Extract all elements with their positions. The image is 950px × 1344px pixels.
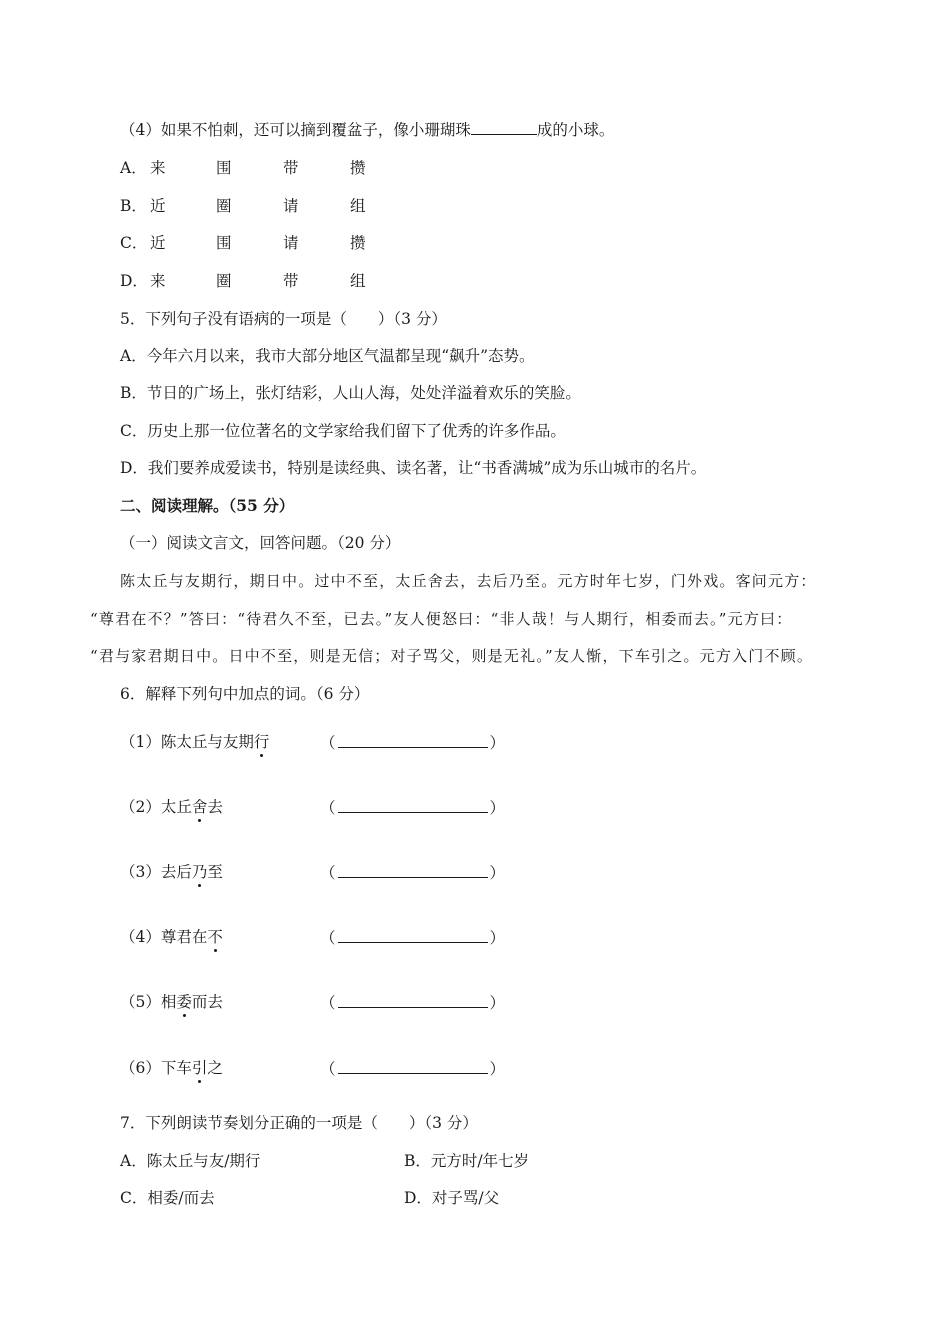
option-word: 近 — [150, 234, 166, 252]
item-text-pre: （1）陈太丘与友期 — [120, 733, 254, 751]
answer-field[interactable] — [320, 1058, 505, 1079]
option-letter: A． — [120, 159, 147, 177]
close-paren: ） — [489, 734, 506, 752]
option-word: 来 — [150, 272, 166, 290]
dotted-word: 舍 — [191, 798, 208, 816]
option-word: 带 — [283, 159, 299, 177]
open-paren: （ — [320, 734, 336, 752]
option-letter: D． — [120, 272, 148, 290]
passage-line: “尊君在不？”答曰：“待君久不至，已去。”友人便怒曰：“非人哉！与人期行，相委而去。”元方曰： — [90, 610, 793, 628]
option-letter: B． — [120, 197, 147, 215]
q5-option-b: B．节日的广场上，张灯结彩，人山人海，处处洋溢着欢乐的笑脸。 — [120, 384, 581, 402]
option-word: 组 — [350, 197, 366, 215]
close-paren: ） — [489, 994, 506, 1012]
open-paren: （ — [320, 994, 336, 1012]
answer-blank[interactable] — [338, 992, 488, 1008]
option-word: 请 — [283, 234, 299, 252]
q7-option-c: C．相委/而去 — [120, 1189, 215, 1207]
dotted-word: 引 — [191, 1059, 208, 1077]
open-paren: （ — [320, 929, 336, 947]
q6-item-text — [120, 862, 223, 882]
item-text-post: 而去 — [191, 993, 223, 1011]
dotted-word: 不 — [207, 928, 223, 946]
q4-sub-stem — [120, 120, 614, 140]
passage-line: “君与家君期日中。日中不至，则是无信；对子骂父，则是无礼。”友人惭，下车引之。元方入门不顾。 — [90, 647, 814, 665]
open-paren: （ — [320, 864, 336, 882]
subsection-heading: （一）阅读文言文，回答问题。（20 分） — [120, 534, 401, 552]
close-paren: ） — [489, 799, 506, 817]
option-word: 圈 — [216, 197, 232, 215]
q6-item-text — [120, 1058, 223, 1078]
option-word: 攒 — [350, 234, 366, 252]
answer-field[interactable] — [320, 992, 505, 1013]
option-word: 请 — [283, 197, 299, 215]
item-text-pre: （4）尊君在 — [120, 928, 208, 946]
answer-field[interactable] — [320, 927, 505, 948]
section-heading: 二、阅读理解。（55 分） — [120, 496, 295, 515]
q5-option-a: A．今年六月以来，我市大部分地区气温都呈现“飙升”态势。 — [120, 347, 535, 365]
option-letter: C． — [120, 234, 148, 252]
fill-blank — [471, 120, 537, 135]
close-paren: ） — [489, 1060, 506, 1078]
option-word: 圈 — [216, 272, 232, 290]
dotted-word: 行 — [253, 733, 270, 751]
q5-option-c: C．历史上那一位位著名的文学家给我们留下了优秀的许多作品。 — [120, 422, 566, 440]
option-word: 围 — [216, 234, 232, 252]
answer-blank[interactable] — [338, 732, 488, 748]
q7-option-a: A．陈太丘与友/期行 — [120, 1152, 261, 1170]
answer-blank[interactable] — [338, 927, 488, 943]
option-word: 组 — [350, 272, 366, 290]
answer-blank[interactable] — [338, 797, 488, 813]
dotted-word: 乃 — [191, 863, 208, 881]
answer-field[interactable] — [320, 732, 505, 753]
q4-sub-prefix: （4）如果不怕刺，还可以摘到覆盆子，像小珊瑚珠 — [120, 121, 471, 139]
item-text-post: 至 — [207, 863, 223, 881]
q7-stem: 7．下列朗读节奏划分正确的一项是（ ）（3 分） — [120, 1114, 478, 1132]
q6-item-text — [120, 927, 223, 947]
answer-field[interactable] — [320, 862, 505, 883]
dotted-word: 委 — [176, 993, 192, 1011]
option-word: 围 — [216, 159, 232, 177]
item-text-pre: （2）太丘 — [120, 798, 192, 816]
item-text-pre: （6）下车 — [120, 1059, 192, 1077]
item-text-pre: （5）相 — [120, 993, 177, 1011]
close-paren: ） — [489, 864, 506, 882]
q7-option-b: B．元方时/年七岁 — [404, 1152, 530, 1170]
item-text-post: 之 — [207, 1059, 223, 1077]
q7-option-d: D．对子骂/父 — [404, 1189, 500, 1207]
answer-blank[interactable] — [338, 1058, 488, 1074]
q5-stem: 5．下列句子没有语病的一项是（ ）（3 分） — [120, 310, 447, 328]
answer-blank[interactable] — [338, 862, 488, 878]
option-word: 来 — [150, 159, 166, 177]
open-paren: （ — [320, 799, 336, 817]
q5-option-d: D．我们要养成爱读书，特别是读经典、读名著，让“书香满城”成为乐山城市的名片。 — [120, 459, 707, 477]
passage-line: 陈太丘与友期行，期日中。过中不至，太丘舍去，去后乃至。元方时年七岁，门外戏。客问元方： — [120, 572, 817, 590]
open-paren: （ — [320, 1060, 336, 1078]
item-text-pre: （3）去后 — [120, 863, 192, 881]
item-text-post: 去 — [207, 798, 223, 816]
q6-stem: 6．解释下列句中加点的词。（6 分） — [120, 685, 370, 703]
q4-sub-suffix: 成的小球。 — [536, 121, 615, 139]
q6-item-text — [120, 732, 269, 752]
option-word: 带 — [283, 272, 299, 290]
close-paren: ） — [489, 929, 506, 947]
q6-item-text — [120, 992, 223, 1012]
option-word: 攒 — [350, 159, 366, 177]
answer-field[interactable] — [320, 797, 505, 818]
q6-item-text — [120, 797, 223, 817]
option-word: 近 — [150, 197, 166, 215]
